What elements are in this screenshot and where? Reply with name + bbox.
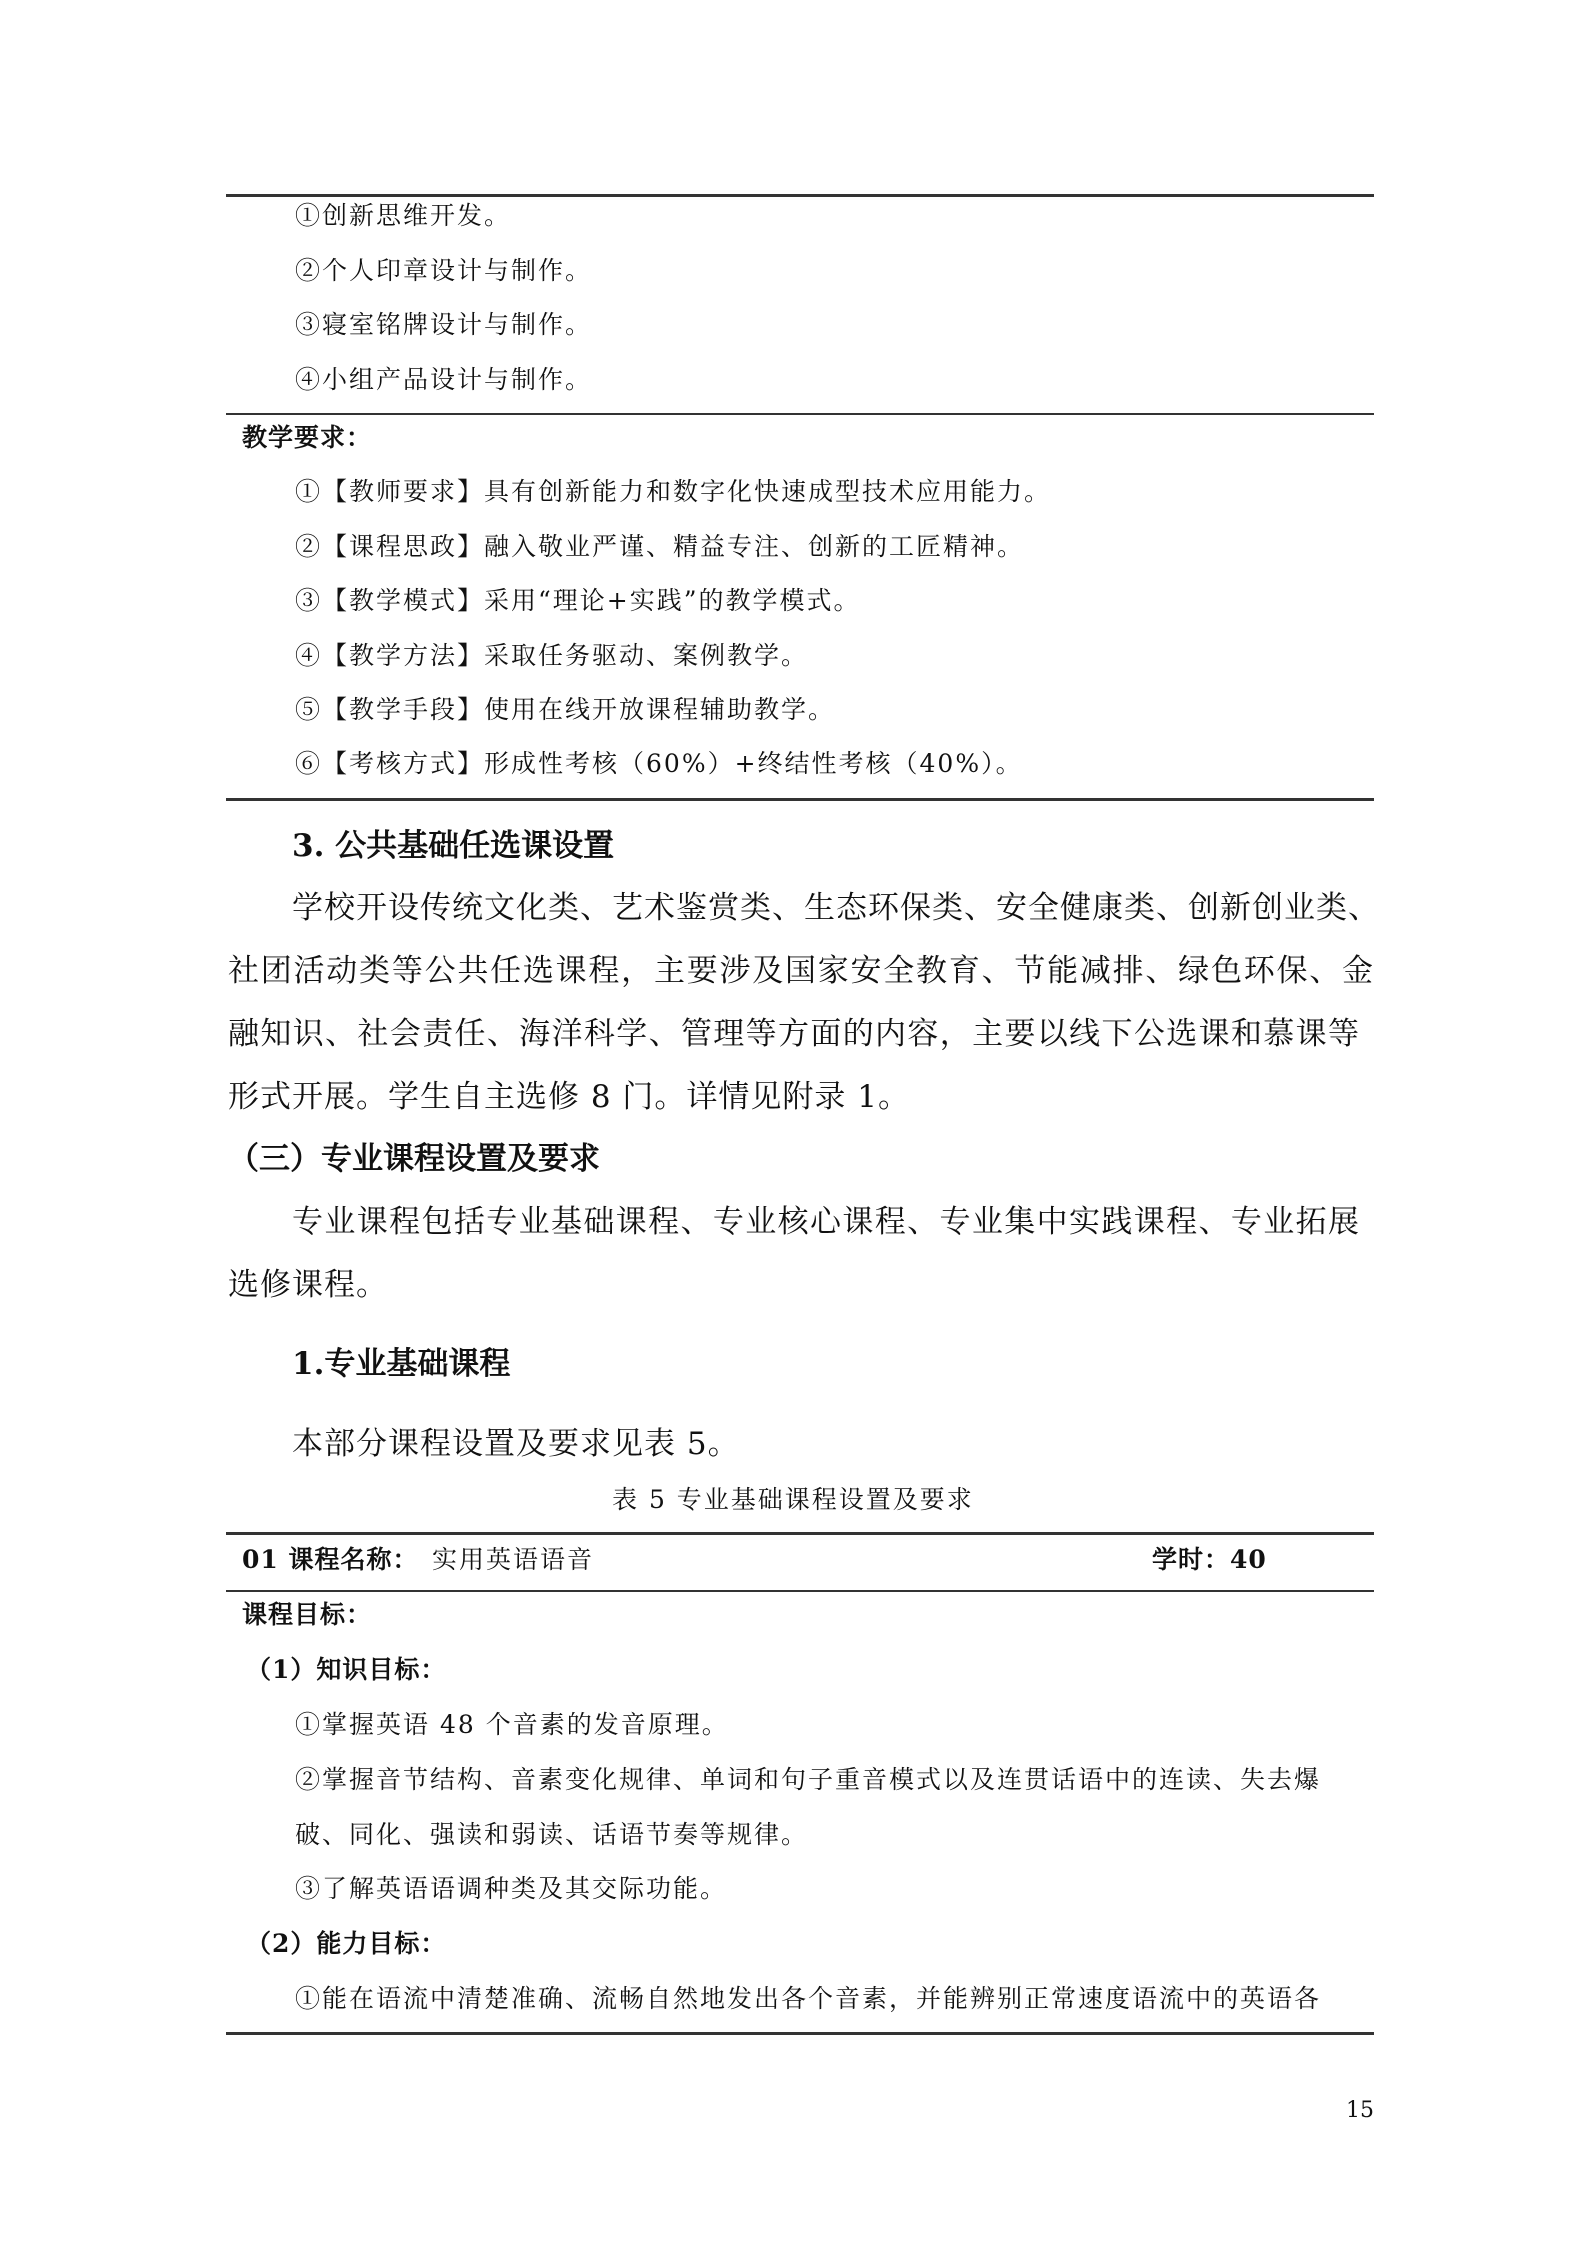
knowledge-goals-label: （1）知识目标： xyxy=(246,1655,447,1684)
major-courses-line-1: 专业课程包括专业基础课程、专业核心课程、专业集中实践课程、专业拓展 xyxy=(292,1204,1360,1240)
basic-courses-heading: 1.专业基础课程 xyxy=(292,1346,511,1382)
table-5-top-border xyxy=(226,1532,1374,1535)
requirement-1: ①【教师要求】具有创新能力和数字化快速成型技术应用能力。 xyxy=(295,477,1052,506)
course-name-value: 实用英语语音 xyxy=(432,1545,595,1574)
major-courses-heading: （三）专业课程设置及要求 xyxy=(228,1141,600,1177)
section-3-line-2: 社团活动类等公共任选课程，主要涉及国家安全教育、节能减排、绿色环保、金 xyxy=(228,953,1374,989)
ability-goals-label: （2）能力目标： xyxy=(246,1929,447,1958)
requirement-6: ⑥【考核方式】形成性考核（60%）+终结性考核（40%）。 xyxy=(295,749,1023,778)
knowledge-item-3: ③了解英语语调种类及其交际功能。 xyxy=(295,1874,728,1903)
major-courses-line-2: 选修课程。 xyxy=(228,1267,388,1303)
table-row-divider xyxy=(226,413,1374,415)
section-3-line-1: 学校开设传统文化类、艺术鉴赏类、生态环保类、安全健康类、创新创业类、 xyxy=(292,890,1380,926)
table-5-caption: 表 5 专业基础课程设置及要求 xyxy=(612,1485,974,1514)
requirement-2: ②【课程思政】融入敬业严谨、精益专注、创新的工匠精神。 xyxy=(295,532,1025,561)
page-number: 15 xyxy=(1346,2098,1374,2123)
table-5-header-divider xyxy=(226,1590,1374,1592)
requirement-5: ⑤【教学手段】使用在线开放课程辅助教学。 xyxy=(295,695,836,724)
basic-courses-intro: 本部分课程设置及要求见表 5。 xyxy=(292,1426,740,1462)
table-item-3: ③寝室铭牌设计与制作。 xyxy=(295,310,593,339)
table-5-bottom-border xyxy=(226,2032,1374,2035)
table-item-4: ④小组产品设计与制作。 xyxy=(295,365,593,394)
ability-item-1: ①能在语流中清楚准确、流畅自然地发出各个音素，并能辨别正常速度语流中的英语各 xyxy=(295,1984,1322,2013)
knowledge-item-1: ①掌握英语 48 个音素的发音原理。 xyxy=(295,1710,729,1739)
section-3-line-3: 融知识、社会责任、海洋科学、管理等方面的内容，主要以线下公选课和慕课等 xyxy=(228,1016,1360,1052)
course-goals-label: 课程目标： xyxy=(242,1600,373,1629)
course-name-label: 01 课程名称： xyxy=(242,1545,419,1574)
section-3-line-4: 形式开展。学生自主选修 8 门。详情见附录 1。 xyxy=(228,1079,911,1115)
section-3-heading: 3. 公共基础任选课设置 xyxy=(292,828,615,864)
table-item-2: ②个人印章设计与制作。 xyxy=(295,256,593,285)
knowledge-item-2: ②掌握音节结构、音素变化规律、单词和句子重音模式以及连贯话语中的连读、失去爆 xyxy=(295,1765,1322,1794)
requirement-4: ④【教学方法】采取任务驱动、案例教学。 xyxy=(295,641,809,670)
teaching-requirements-label: 教学要求： xyxy=(242,423,373,452)
knowledge-item-2-cont: 破、同化、强读和弱读、话语节奏等规律。 xyxy=(295,1820,809,1849)
table-item-1: ①创新思维开发。 xyxy=(295,201,512,230)
table-bottom-border xyxy=(226,798,1374,801)
course-hours: 学时：40 xyxy=(1152,1545,1267,1574)
requirement-3: ③【教学模式】采用“理论+实践”的教学模式。 xyxy=(295,586,861,615)
